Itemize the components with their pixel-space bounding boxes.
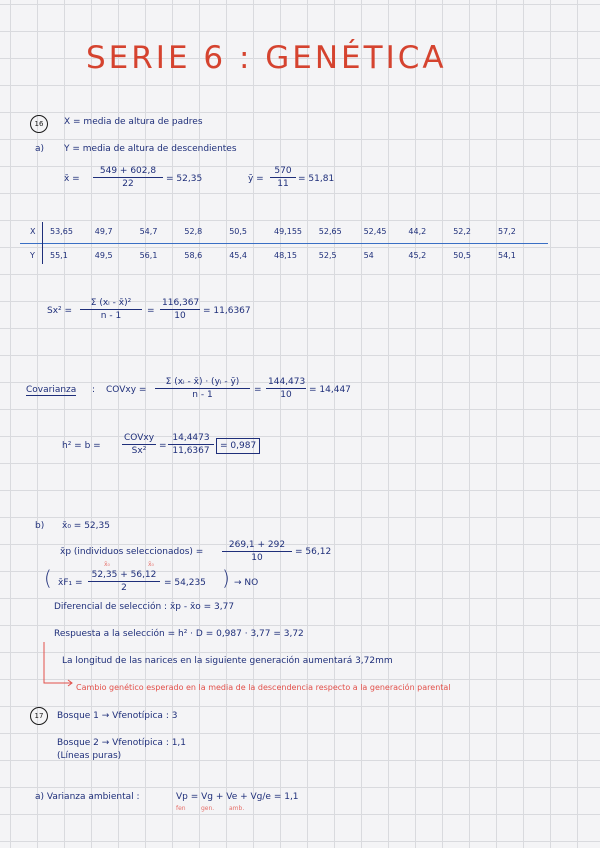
sx2-fraction <box>80 298 142 321</box>
table-cell-x: 44,2 <box>408 227 427 236</box>
environmental-variance-label: a) Varianza ambiental : <box>35 792 140 802</box>
table-cell-y: 45,2 <box>408 251 427 260</box>
xp-denominator: 10 <box>251 553 263 563</box>
table-cell-x: 52,45 <box>363 227 387 236</box>
covariance-lhs: COVxy = <box>106 385 147 395</box>
covariance-fraction <box>155 377 250 400</box>
xbar-lhs: x̄ = <box>64 174 80 184</box>
sub-fen: fen <box>176 805 186 812</box>
table-cell-y: 50,5 <box>453 251 471 260</box>
selection-differential: Diferencial de selección : x̄p - x̄o = 3,77 <box>54 602 235 612</box>
exercise-number-17: 17 <box>30 707 48 725</box>
xf1-lhs: x̄F₁ = <box>58 578 83 588</box>
table-y-label: Y <box>30 251 35 260</box>
covariance-value-fraction <box>266 377 306 400</box>
close-paren: ) <box>222 566 230 590</box>
table-cell-x: 52,2 <box>453 227 471 236</box>
xp-mark-1: x̄₀ <box>104 561 110 568</box>
bosque-2: Bosque 2 → Vfenotípica : 1,1 <box>57 738 187 748</box>
table-cell-x: 49,155 <box>274 227 302 236</box>
sub-amb: amb. <box>229 805 245 812</box>
heritability-value-numerator: 14,4473 <box>168 433 214 445</box>
exercise-number-16: 16 <box>30 115 48 133</box>
ybar-denominator: 11 <box>277 179 289 189</box>
xbar-numerator: 549 + 602,8 <box>93 166 163 178</box>
part-b-label: b) <box>35 521 45 531</box>
table-cell-y: 54 <box>363 251 374 260</box>
table-divider <box>20 243 548 244</box>
sub-gen: gen. <box>201 805 215 812</box>
table-column-divider <box>42 222 43 264</box>
covariance-colon: : <box>92 385 96 395</box>
x0-value: x̄₀ = 52,35 <box>62 521 110 531</box>
heritability-result: = 0,987 <box>216 438 260 454</box>
ybar-result: = 51,81 <box>298 174 335 184</box>
xp-numerator: 269,1 + 292 <box>222 540 292 552</box>
part-a-label: a) <box>35 144 45 154</box>
xp-mark-2: x̄₀ <box>148 561 154 568</box>
xf1-denominator: 2 <box>121 583 127 593</box>
table-cell-x: 53,65 <box>50 227 73 236</box>
table-cell-y: 52,5 <box>318 251 337 260</box>
table-cell-x: 52,8 <box>184 227 203 236</box>
covariance-value-denominator: 10 <box>280 390 292 400</box>
table-cell-y: 54,1 <box>498 251 516 260</box>
heritability-equals: = <box>159 441 167 451</box>
sx2-value-numerator: 116,367 <box>162 298 200 308</box>
table-cell-y: 55,1 <box>50 251 68 260</box>
table-cell-y: 56,1 <box>139 251 158 260</box>
table-cell-x: 49,7 <box>94 227 113 236</box>
xp-result: = 56,12 <box>295 547 332 557</box>
xf1-fraction <box>88 570 160 593</box>
heritability-value-fraction <box>168 433 214 456</box>
heritability-value-denominator: 11,6367 <box>172 446 210 456</box>
sx2-denominator: n - 1 <box>100 311 122 321</box>
sx2-value-denominator: 10 <box>174 311 186 321</box>
xbar-denominator: 22 <box>122 179 134 189</box>
xp-description: x̄p (individuos seleccionados) = <box>60 547 204 557</box>
table-cell-y: 48,15 <box>274 251 297 260</box>
y-definition: Y = media de altura de descendientes <box>64 144 237 154</box>
x-definition: X = media de altura de padres <box>64 117 203 127</box>
conclusion-text: La longitud de las narices en la siguiente generación aumentará 3,72mm <box>62 656 393 666</box>
xf1-no: → NO <box>234 578 259 588</box>
table-cell-x: 52,65 <box>318 227 342 236</box>
sx2-result: = 11,6367 <box>203 306 251 316</box>
heritability-denominator: Sx² <box>131 446 147 456</box>
covariance-equals: = <box>254 385 262 395</box>
table-cell-y: 58,6 <box>184 251 203 260</box>
heritability-fraction <box>122 433 156 456</box>
table-cell-y: 45,4 <box>229 251 247 260</box>
xf1-numerator: 52,35 + 56,12 <box>88 570 160 582</box>
open-paren: ( <box>44 566 52 590</box>
bosque-1: Bosque 1 → Vfenotípica : 3 <box>57 711 178 721</box>
red-note: Cambio genético esperado en la media de la descendencia respecto a la generación parental <box>76 683 451 692</box>
table-cell-x: 57,2 <box>498 227 516 236</box>
selection-response: Respuesta a la selección = h² · D = 0,987 · 3,77 = 3,72 <box>54 629 304 639</box>
ybar-lhs: ȳ = <box>248 174 264 184</box>
ybar-numerator: 570 <box>270 166 296 178</box>
xbar-fraction <box>93 166 163 189</box>
covariance-numerator: Σ (xᵢ - x̄) · (yᵢ - ȳ) <box>155 377 250 389</box>
covariance-denominator: n - 1 <box>192 390 213 400</box>
sx2-value-fraction <box>160 298 200 321</box>
heritability-numerator: COVxy <box>124 433 155 443</box>
xbar-result: = 52,35 <box>166 174 203 184</box>
table-cell-y: 49,5 <box>94 251 113 260</box>
sx2-lhs: Sx² = <box>47 306 73 316</box>
table-x-label: X <box>30 227 36 236</box>
page-title: SERIE 6 : GENÉTICA <box>86 40 447 76</box>
table-cell-x: 50,5 <box>229 227 247 236</box>
lineas-puras: (Líneas puras) <box>57 751 122 761</box>
xf1-result: = 54,235 <box>164 578 206 588</box>
variance-formula: Vp = Vg + Ve + Vg/e = 1,1 <box>176 792 299 802</box>
heritability-lhs: h² = b = <box>62 441 101 451</box>
xp-fraction <box>222 540 292 563</box>
sx2-numerator: Σ (xᵢ - x̄)² <box>80 298 142 310</box>
ybar-fraction <box>270 166 296 189</box>
covariance-heading: Covarianza <box>26 385 77 395</box>
table-cell-x: 54,7 <box>139 227 158 236</box>
covariance-value-numerator: 144,473 <box>268 377 306 387</box>
sx2-equals: = <box>147 306 155 316</box>
covariance-result: = 14,447 <box>309 385 351 395</box>
